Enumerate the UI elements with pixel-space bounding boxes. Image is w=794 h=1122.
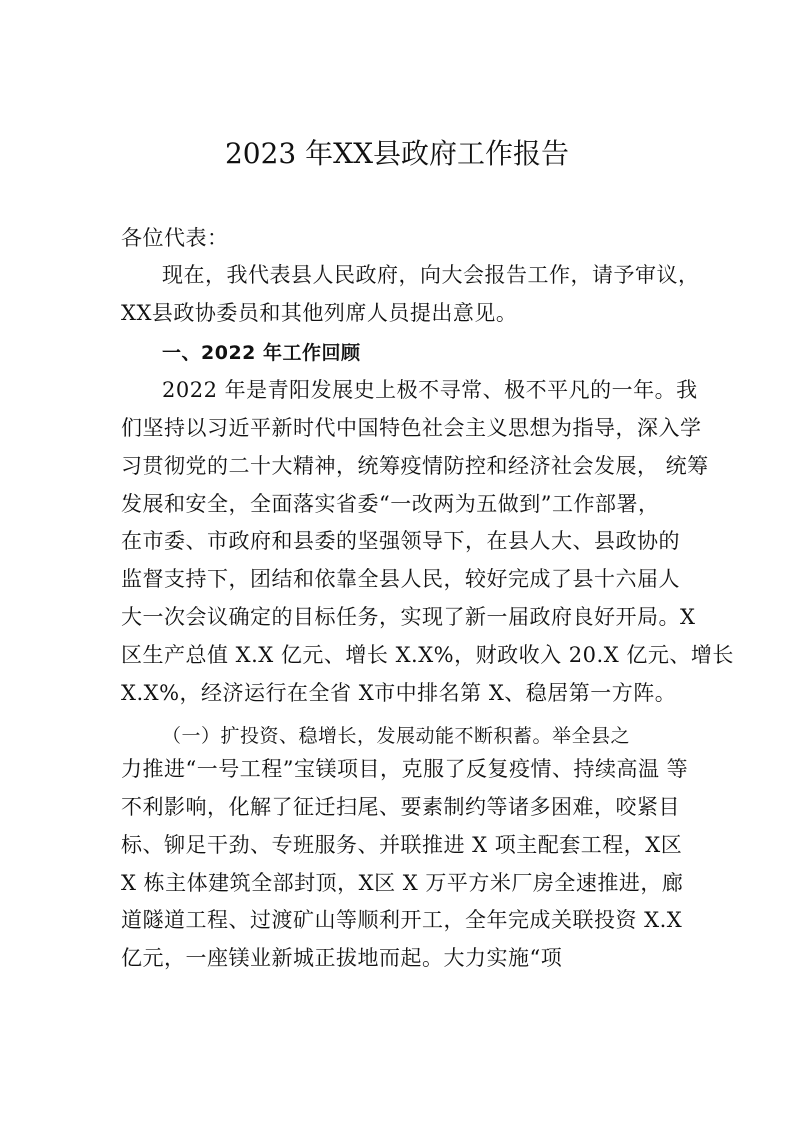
section-heading: 一、2022 年工作回顾: [162, 342, 361, 364]
paragraph-line: 亿元，一座镁业新城正拔地而起。大力实施“项: [121, 946, 563, 970]
document-title: 2023 年XX县政府工作报告: [224, 137, 570, 170]
subsection-heading-line: （一）扩投资、稳增长，发展动能不断积蓄。举全县之: [162, 725, 631, 747]
paragraph-line: 在市委、市政府和县委的坚强领导下，在县人大、县政协的: [121, 529, 680, 553]
intro-line-2: XX县政协委员和其他列席人员提出意见。: [121, 301, 518, 325]
paragraph-line: 标、铆足干劲、专班服务、并联推进 X 项主配套工程，X区: [121, 833, 683, 857]
paragraph-line: 发展和安全，全面落实省委“一改两为五做到”工作部署，: [121, 492, 660, 516]
paragraph-line: 2022 年是青阳发展史上极不寻常、极不平凡的一年。我: [162, 378, 698, 402]
paragraph-line: 力推进“一号工程”宝镁项目，克服了反复疫情、持续高温 等: [121, 757, 689, 781]
paragraph-line: 道隧道工程、过渡矿山等顺利开工，全年完成关联投资 X.X: [121, 908, 683, 932]
paragraph-line: 区生产总值 X.X 亿元、增长 X.X%，财政收入 20.X 亿元、增长: [121, 643, 734, 667]
paragraph-line: X.X%，经济运行在全省 X市中排名第 X、稳居第一方阵。: [121, 681, 677, 705]
intro-line-1: 现在，我代表县人民政府，向大会报告工作，请予审议，: [162, 263, 700, 287]
paragraph-line: X 栋主体建筑全部封顶，X区 X 万平方米厂房全速推进，廊: [121, 871, 684, 895]
paragraph-line: 习贯彻党的二十大精神，统筹疫情防控和经济社会发展， 统筹: [121, 454, 709, 478]
paragraph-line: 们坚持以习近平新时代中国特色社会主义思想为指导，深入学: [121, 416, 702, 440]
paragraph-line: 监督支持下，团结和依靠全县人民，较好完成了县十六届人: [121, 567, 680, 591]
paragraph-line: 不利影响，化解了征迁扫尾、要素制约等诸多困难，咬紧目: [121, 795, 680, 819]
salutation: 各位代表：: [121, 226, 229, 250]
paragraph-line: 大一次会议确定的目标任务，实现了新一届政府良好开局。X: [121, 605, 696, 629]
